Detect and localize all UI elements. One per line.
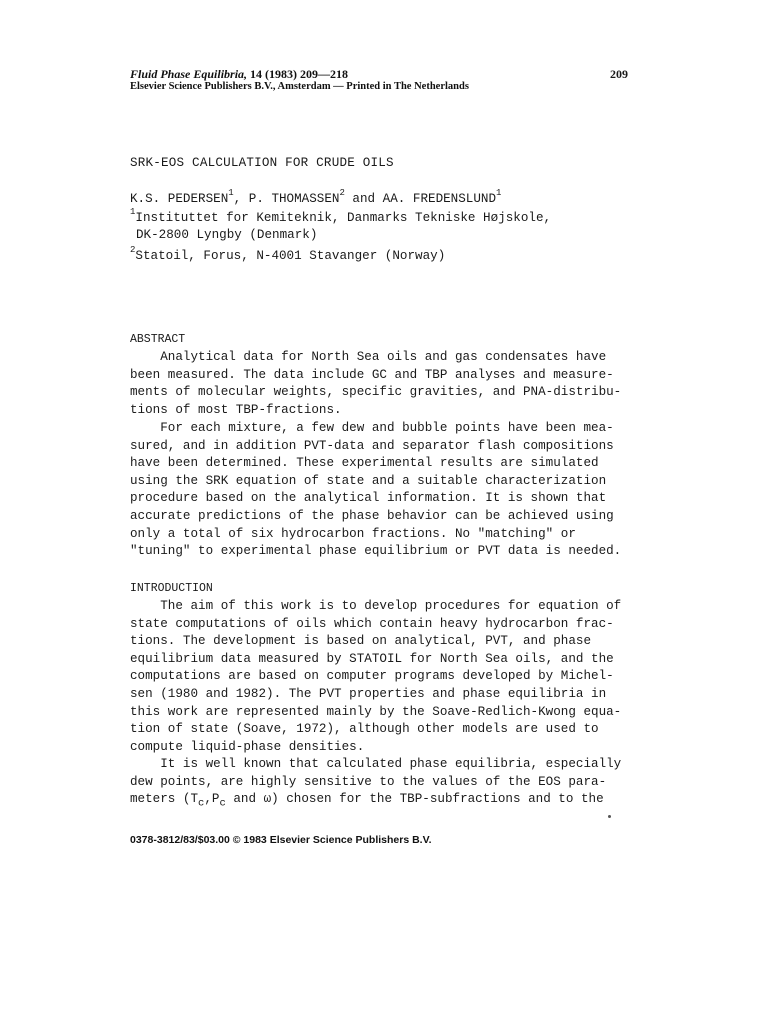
text-line: tions. The development is based on analytical, PVT, and phase [130,634,592,649]
abstract-heading: ABSTRACT [130,333,186,346]
text-line: It is well known that calculated phase equilibria, especially [130,757,622,771]
author-name: K.S. PEDERSEN [130,192,229,207]
author-list [130,190,501,206]
paper-title: SRK-EOS CALCULATION FOR CRUDE OILS [130,156,394,170]
introduction-heading: INTRODUCTION [130,582,213,595]
text-line: this work are represented mainly by the Soave-Redlich-Kwong equa- [130,704,622,719]
introduction-paragraph-2 [130,756,630,809]
text-line: have been determined. These experimental results are simulated [130,456,599,471]
text-fragment: ,P [204,792,220,807]
affiliation-1 [130,205,551,227]
text-line: Analytical data for North Sea oils and gas condensates have [130,350,607,364]
print-speck [608,815,611,818]
affiliation-2 [130,243,445,265]
text-line: "tuning" to experimental phase equilibrium or PVT data is needed. [130,544,622,559]
text-line: sured, and in addition PVT-data and separator flash compositions [130,438,614,453]
author-name: and AA. FREDENSLUND [344,192,497,207]
page-number: 209 [610,67,628,81]
abstract-paragraph-1 [130,349,630,419]
text-line: only a total of six hydrocarbon fractions. No "matching" or [130,526,576,541]
text-line: ments of molecular weights, specific gravities, and PNA-distribu- [130,385,622,400]
affiliation-mark: 1 [496,188,502,198]
text-line: equilibrium data measured by STATOIL for North Sea oils, and the [130,651,614,666]
text-fragment: meters (T [130,792,199,807]
text-line: sen (1980 and 1982). The PVT properties and phase equilibria in [130,686,607,701]
subscript: c [219,797,226,810]
text-line: computations are based on computer programs developed by Michel- [130,669,614,684]
text-line: compute liquid-phase densities. [130,739,365,754]
affiliation-mark: 1 [228,188,234,198]
copyright-footer: 0378-3812/83/$03.00 © 1983 Elsevier Science Publishers B.V. [130,834,432,846]
abstract-paragraph-2 [130,420,630,561]
text-line: tion of state (Soave, 1972), although other models are used to [130,722,599,737]
text-line: The aim of this work is to develop procedures for equation of [130,599,622,613]
text-line: For each mixture, a few dew and bubble points have been mea- [130,421,614,435]
author-name: , P. THOMASSEN [233,192,340,207]
subscript: c [198,797,205,810]
affiliation-mark: 2 [130,245,136,255]
text-line [130,791,630,809]
affiliation-mark: 1 [130,207,136,217]
text-line: state computations of oils which contain heavy hydrocarbon frac- [130,616,614,631]
affiliation-1-address: DK-2800 Lyngby (Denmark) [136,228,318,242]
affiliation-mark: 2 [339,188,345,198]
text-line: dew points, are highly sensitive to the values of the EOS para- [130,774,607,789]
text-line: using the SRK equation of state and a suitable characterization [130,473,607,488]
publisher-line: Elsevier Science Publishers B.V., Amsterdam — Printed in The Netherlands [130,81,469,92]
text-line: tions of most TBP-fractions. [130,402,342,417]
text-fragment: and ω) chosen for the TBP-subfractions and to the [225,792,604,807]
journal-name: Fluid Phase Equilibria, [130,67,248,81]
text-line: accurate predictions of the phase behavior can be achieved using [130,508,614,523]
affiliation-text: Statoil, Forus, N-4001 Stavanger (Norway) [135,249,446,264]
introduction-paragraph-1 [130,598,630,756]
affiliation-text: Instituttet for Kemiteknik, Danmarks Tekniske Højskole, [135,211,552,226]
journal-volume: 14 (1983) 209—218 [247,67,349,81]
journal-citation [130,67,348,82]
text-line: procedure based on the analytical information. It is shown that [130,491,607,506]
text-line: been measured. The data include GC and TBP analyses and measure- [130,367,614,382]
